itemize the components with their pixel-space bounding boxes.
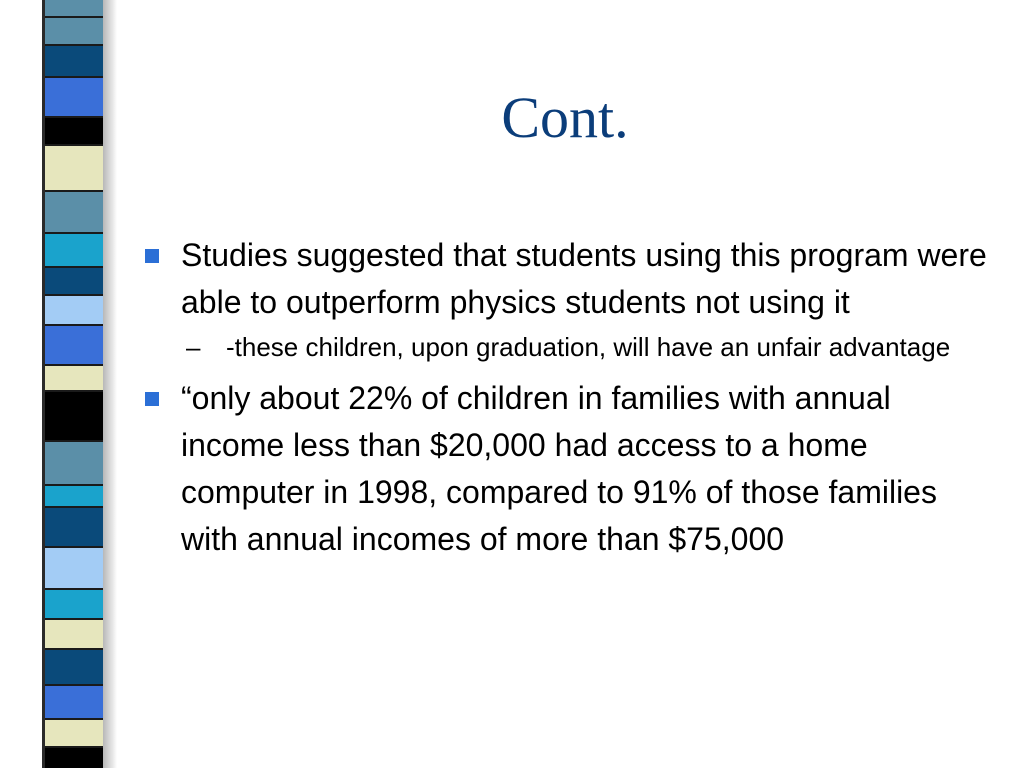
stripe xyxy=(45,650,103,686)
stripe xyxy=(45,192,103,234)
stripe xyxy=(45,296,103,326)
stripe xyxy=(45,720,103,748)
square-bullet-icon xyxy=(145,249,159,263)
square-bullet-icon xyxy=(145,392,159,406)
stripe xyxy=(45,748,103,768)
stripe xyxy=(45,268,103,296)
stripe xyxy=(45,366,103,392)
stripe xyxy=(45,78,103,118)
stripe-shadow xyxy=(103,0,117,768)
stripe xyxy=(45,508,103,548)
stripe xyxy=(45,0,103,18)
stripe xyxy=(45,590,103,620)
bullet-text: “only about 22% of children in families with annual income less than $20,000 had access to a home computer in 1998, compared to 91% of those families with annual incomes of more than $75,000 xyxy=(181,380,937,557)
stripe xyxy=(45,392,103,442)
stripe xyxy=(45,326,103,366)
sub-bullet-item xyxy=(140,328,1000,367)
stripe xyxy=(45,486,103,508)
slide-content xyxy=(140,232,1000,563)
slide-title: Cont. xyxy=(501,85,629,150)
stripe xyxy=(45,620,103,650)
stripe xyxy=(45,146,103,192)
stripe xyxy=(45,18,103,46)
bullet-item xyxy=(140,375,1000,563)
sub-bullet-text: -these children, upon graduation, will have an unfair advantage xyxy=(226,332,951,362)
bullet-text: Studies suggested that students using this program were able to outperform physics students not using it xyxy=(181,237,987,320)
stripe xyxy=(45,234,103,268)
dash-bullet-icon: – xyxy=(186,332,201,362)
stripe xyxy=(45,442,103,486)
bullet-item xyxy=(140,232,1000,326)
stripe xyxy=(45,686,103,720)
stripe xyxy=(45,548,103,590)
decorative-stripe-bar xyxy=(42,0,106,768)
stripe xyxy=(45,118,103,146)
stripe xyxy=(45,46,103,78)
